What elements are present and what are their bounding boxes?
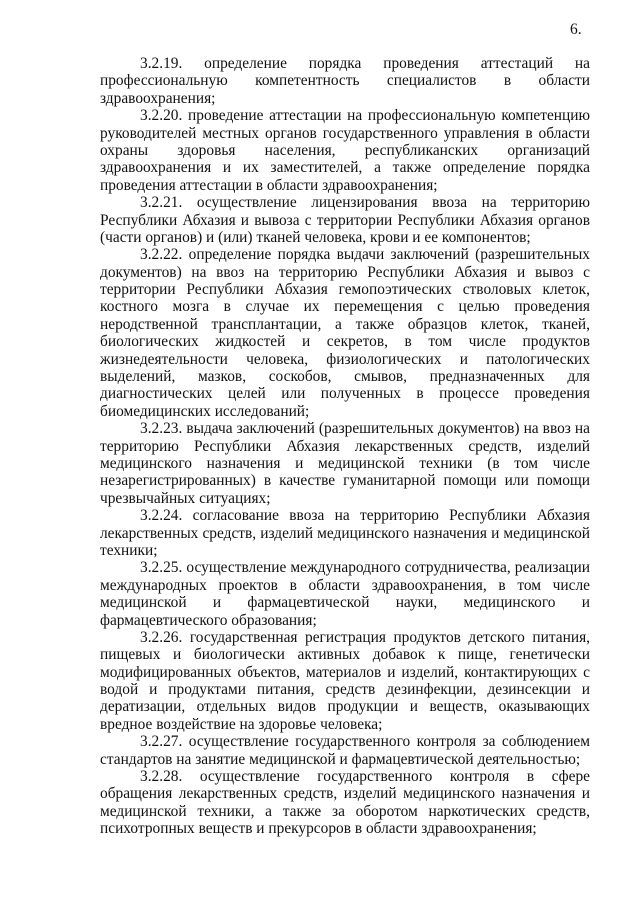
text-line: Республики Абхазия и вывоза с территории Республики Абхазия органов <box>100 211 590 229</box>
text-line: 3.2.26. государственная регистрация продуктов детского питания, <box>140 628 590 646</box>
text-line: техники; <box>100 541 158 559</box>
paragraph <box>100 107 590 194</box>
text-line: 3.2.20. проведение аттестации на профессиональную компетенцию <box>140 107 590 125</box>
text-line: фармацевтического образования; <box>100 611 317 629</box>
text-line: лекарственных средств, изделий медицинского назначения и медицинской <box>100 524 590 542</box>
document-body <box>100 55 590 838</box>
text-line: 3.2.22. определение порядка выдачи заключений (разрешительных <box>140 246 590 264</box>
text-line: 3.2.21. осуществление лицензирования ввоза на территорию <box>140 194 590 212</box>
text-line: неродственной трансплантации, а также образцов клеток, тканей, <box>100 315 590 333</box>
text-line: 3.2.28. осуществление государственного контроля в сфере <box>140 768 590 786</box>
text-line: руководителей местных органов государственного управления в области <box>100 124 590 142</box>
page-number: 6. <box>570 21 582 38</box>
paragraph <box>100 559 590 629</box>
text-line: 3.2.23. выдача заключений (разрешительных документов) на ввоз на <box>140 420 590 438</box>
text-line: модифицированных объектов, материалов и изделий, контактирующих с <box>100 663 590 681</box>
text-line: 3.2.27. осуществление государственного контроля за соблюдением <box>140 733 590 751</box>
text-line: охраны здоровья населения, республиканских организаций <box>100 141 590 159</box>
paragraph <box>100 55 590 107</box>
paragraph <box>100 420 590 507</box>
text-line: территории Республики Абхазия гемопоэтических стволовых клеток, <box>100 281 590 299</box>
text-line: 3.2.25. осуществление международного сотрудничества, реализации <box>140 559 590 577</box>
text-line: стандартов на занятие медицинской и фармацевтической деятельностью; <box>100 750 581 768</box>
text-line: здравоохранения и их заместителей, а также определение порядка <box>100 159 590 177</box>
text-line: биомедицинских исследований; <box>100 402 310 420</box>
paragraph <box>100 246 590 420</box>
text-line: международных проектов в области здравоохранения, в том числе <box>100 576 590 594</box>
text-line: дератизации, отдельных видов продукции и веществ, оказывающих <box>100 698 590 716</box>
text-line: выделений, мазков, соскобов, смывов, предназначенных для <box>100 368 590 386</box>
text-line: (части органов) и (или) тканей человека, крови и ее компонентов; <box>100 228 531 246</box>
text-line: незарегистрированных) в качестве гуманитарной помощи или помощи <box>100 472 590 490</box>
text-line: 3.2.24. согласование ввоза на территорию Республики Абхазия <box>140 507 590 525</box>
text-line: медицинской и фармацевтической науки, медицинского и <box>100 594 590 612</box>
text-line: документов) на ввоз на территорию Республики Абхазия и вывоз с <box>100 263 590 281</box>
text-line: территорию Республики Абхазия лекарственных средств, изделий <box>100 437 590 455</box>
text-line: медицинского назначения и медицинской техники (в том числе <box>100 454 590 472</box>
text-line: водой и продуктами питания, средств дезинфекции, дезинсекции и <box>100 681 590 699</box>
text-line: биологических жидкостей и секретов, в том числе продуктов <box>100 333 590 351</box>
text-line: диагностических целей или полученных в процессе проведения <box>100 385 590 403</box>
text-line: костного мозга в случае их перемещения с целью проведения <box>100 298 590 316</box>
paragraph <box>100 194 590 246</box>
text-line: медицинской техники, а также за оборотом наркотических средств, <box>100 802 590 820</box>
text-line: обращения лекарственных средств, изделий медицинского назначения и <box>100 785 590 803</box>
text-line: здравоохранения; <box>100 89 216 107</box>
text-line: психотропных веществ и прекурсоров в области здравоохранения; <box>100 820 537 838</box>
paragraph <box>100 629 590 733</box>
text-line: вредное воздействие на здоровье человека; <box>100 715 383 733</box>
text-line: пищевых и биологически активных добавок к пище, генетически <box>100 646 590 664</box>
paragraph <box>100 768 590 838</box>
text-line: чрезвычайных ситуациях; <box>100 489 271 507</box>
paragraph <box>100 733 590 768</box>
text-line: профессиональную компетентность специалистов в области <box>100 72 590 90</box>
text-line: 3.2.19. определение порядка проведения аттестаций на <box>140 55 590 72</box>
text-line: проведения аттестации в области здравоохранения; <box>100 176 438 194</box>
paragraph <box>100 507 590 559</box>
text-line: жизнедеятельности человека, физиологических и патологических <box>100 350 590 368</box>
